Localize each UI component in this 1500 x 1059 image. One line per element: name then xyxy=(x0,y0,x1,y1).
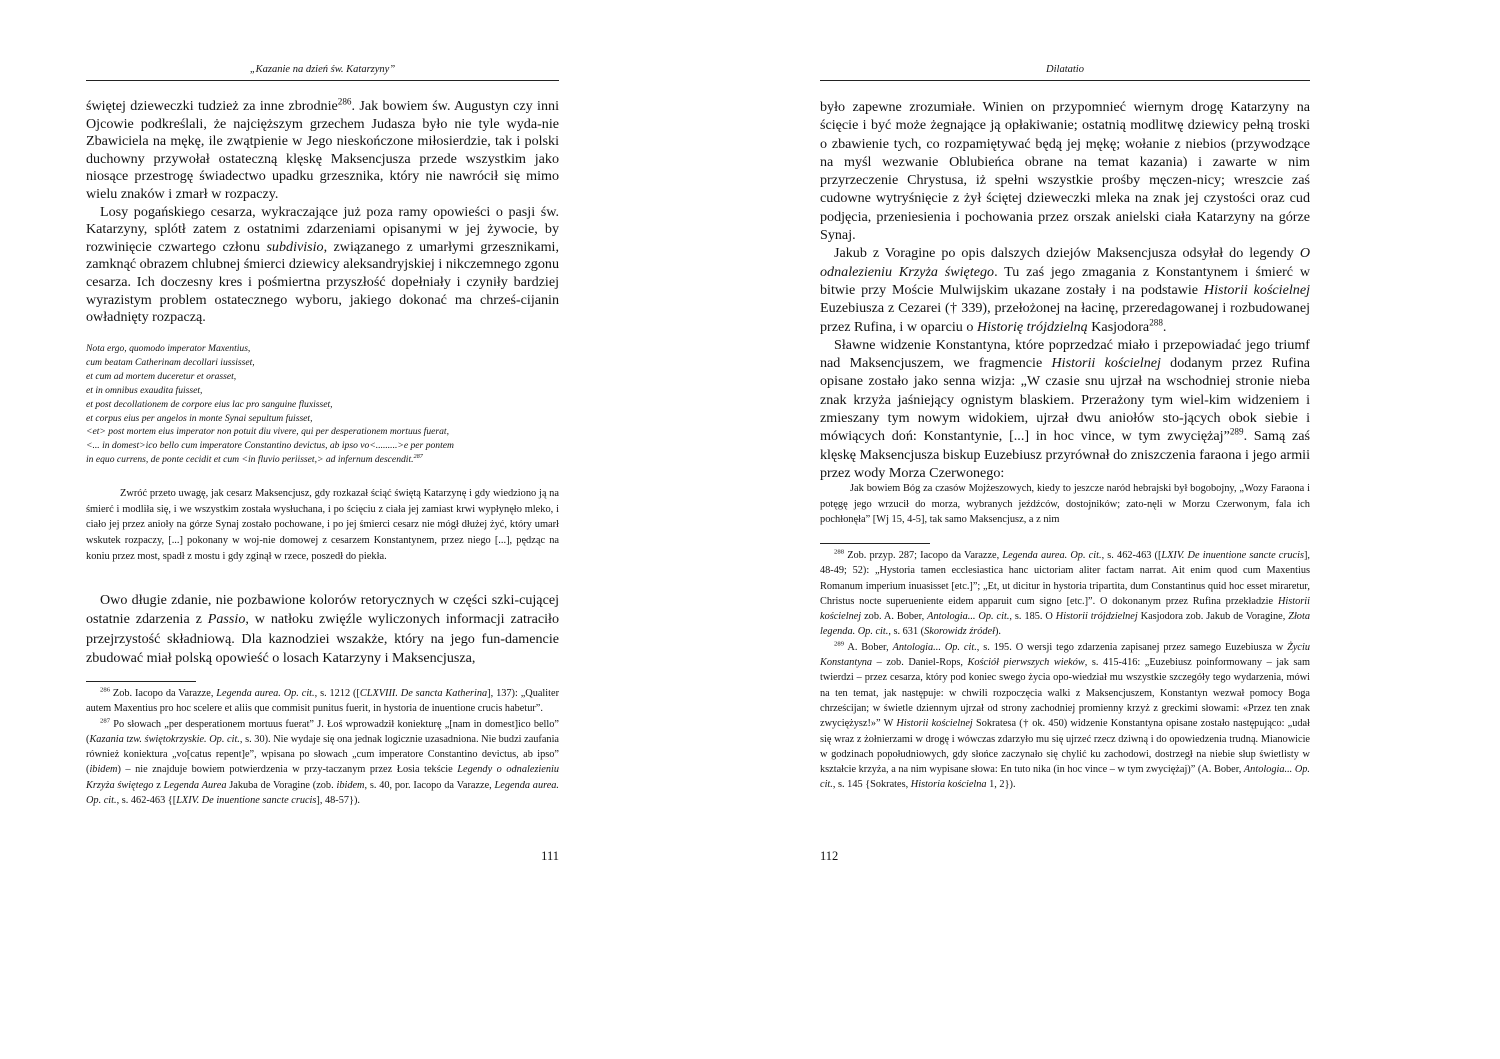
paragraph: Losy pogańskiego cesarza, wykraczające już poza ramy opowieści o pasji św. Katarzyny, splótł zatem z ostatnimi zdarzeniami opisanymi w jej żywocie, by rozwinięcie czwartego członu subdivisio, związanego z umarłymi grzesznikami, zamknąć obrazem chlubnej śmierci dziewicy aleksandryjskiej i nikczemnego zgonu cesarza. Ich doczesny kres i pośmiertna przyszłość dopełniały i czyniły bardziej wyrazistym problem ostatecznego wyboru, jakiego dokonać ma chrześ-cijanin owładnięty rozpaczą. xyxy=(86,203,559,326)
body-text xyxy=(820,98,1310,482)
body-text xyxy=(86,591,559,669)
running-head: Dilatatio xyxy=(1046,64,1084,75)
running-head: „Kazanie na dzień św. Katarzyny” xyxy=(249,64,396,75)
header-rule xyxy=(86,80,559,81)
block-quote: Jak bowiem Bóg za czasów Mojżeszowych, kiedy to jeszcze naród hebrajski był bogobojny, „Wozy Faraona i potęgę jego wrzucił do morza, wybranych jeźdźców, dostojników; zato-nęli w Morzu Czerwonym, fala ich pochłonęła” [Wj 15, 4-5], tak samo Maksencjusz, a z nim xyxy=(820,483,1310,526)
footnote-ref[interactable]: 286 xyxy=(337,96,352,107)
latin-line: et cum ad mortem duceretur et orasset, xyxy=(86,370,237,382)
latin-line: in equo currens, de ponte cecidit et cum <in fluvio periisset,> ad infernum descendit.$^{287}$ xyxy=(86,453,423,466)
footnote: $^{286}$ Zob. Iacopo da Varazze, Legenda aurea. Op. cit., s. 1212 ([CLXVIII. De sancta Katherina], 137): „Qualiter autem Maxentius pro hoc scelere et aliis que commisit punitus fuerit, in hystoria de inuentione crucis habetur”. xyxy=(86,686,559,715)
translation-paragraph: Zwróć przeto uwagę, jak cesarz Maksencjusz, gdy rozkazał ściąć świętą Katarzynę i gdy wiedziono ją na śmierć i modliła się, i we wszystkim została wysłuchana, i po ścięciu z ciała jej zamiast krwi wypłynęło mleko, i ciało jej przez anioły na górze Synaj zostało pochowane, i po jej śmierci cesarz nie mógł dłużej żyć, który umarł wskutek rozpaczy, [...] pokonany w woj-nie domowej z cesarzem Konstantynem, przez niego [...], pędząc na koniu przez most, spadł z mostu i gdy zginął w rzece, poszedł do piekła. xyxy=(86,488,559,562)
footnote-rule xyxy=(820,543,930,544)
footnotes xyxy=(820,548,1310,793)
paragraph: Sławne widzenie Konstantyna, które poprzedzać miało i przepowiadać jego triumf nad Maksencjuszem, we fragmencie Historii kościelnej dodanym przez Rufina opisane zostało jako senna wizja: „W czasie snu ujrzał na wschodniej stronie nieba znak krzyża jaśniejący ognistym blaskiem. Przerażony tym wiel-kim widzeniem i zmieszany tym nowym widokiem, ujrzał dwu aniołów sto-jących obok siebie i mówiących doń: Konstantynie, [...] in hoc vince, w tym zwyciężaj”$^{289}$. Samą zaś klęskę Maksencjusza biskup Euzebiusz przyrównał do zniszczenia faraona i jego armii przez wody Morza Czerwonego: xyxy=(820,336,1310,481)
latin-line: <... in domest>ico bello cum imperatore Constantino devictus, ab ipso vo<.........>e per pontem xyxy=(86,440,454,452)
footnote: $^{289}$ A. Bober, Antologia... Op. cit., s. 195. O wersji tego zdarzenia zapisanej przez samego Euzebiusza w Życiu Konstantyna – zob. Daniel-Rops, Kościół pierwszych wieków, s. 415-416: „Euzebiusz poinformowany – jak sam twierdzi – przez cesarza, który pod koniec swego życia opo-wiedział mu wszystkie szczegóły tego wydarzenia, mówi na ten temat, jak następuje: w chwili rozpoczęcia walki z Maksencjuszem, Konstantyn wezwał pomocy Boga chrześcijan; w świetle dziennym ujrzał od strony zachodniej promienny krzyż z greckimi słowami: «Przez ten znak zwyciężysz!»” W Historii kościelnej Sokratesa († ok. 450) widzenie Konstantyna opisane zostało następująco: „udał się wraz z żołnierzami w drogę i wówczas zdarzyło mu się ujrzeć rzecz dziwną i do opowiedzenia trudną. Mianowicie w godzinach popołudniowych, gdy słońce zaczynało się chylić ku zachodowi, dostrzegł na niebie słup świetlisty w kształcie krzyża, a na nim wypisane słowa: En tuto nika (in hoc vince – w tym zwyciężaj)” (A. Bober, Antologia... Op. cit., s. 145 {Sokrates, Historia kościelna 1, 2}). xyxy=(820,640,1311,791)
footnote-ref[interactable]: 289 xyxy=(1229,426,1244,437)
latin-line: Nota ergo, quomodo imperator Maxentius, xyxy=(86,343,251,354)
paragraph: było zapewne zrozumiałe. Winien on przypomnieć wiernym drogę Katarzyny na ścięcie i być może żegnające ją opłakiwanie; ostatnią modlitwę dziewicy pełną troski o zbawienie tych, co rozpamiętywać będą jej mękę; wołanie z niebios (przywodzące na myśl wezwanie Oblubieńca obrane na temat kazania) i zawarte w nim przyrzeczenie Chrystusa, iż spełni wszystkie prośby męczen-nicy; wreszcie zaś cudowne wytryśnięcie z żył ściętej dzieweczki mleka na znak jej czystości oraz cud podjęcia, przeniesienia i pochowania przez orszak anielski ciała Katarzyny na górze Synaj. xyxy=(820,99,1310,244)
latin-line: et post decollationem de corpore eius lac pro sanguine fluxisset, xyxy=(86,398,333,410)
paragraph: świętej dzieweczki tudzież za inne zbrodnie$^{286}$. Jak bowiem św. Augustyn czy inni Ojcowie podkreślali, że najcięższym grzechem Judasza było nie tyle wyda-nie Zbawiciela na mękę, ile zwątpienie w Jego nieskończone miłosierdzie, tak i polski duchowny przywołał ostateczną klęskę Maksencjusza przede wszystkim jako niosące przestrogę świadectwo upadku grzesznika, który nie nawrócił się mimo wielu znaków i zmarł w rozpaczy. xyxy=(86,96,559,202)
paragraph: Jakub z Voragine po opis dalszych dziejów Maksencjusza odsyłał do legendy O odnalezieniu Krzyża świętego. Tu zaś jego zmagania z Konstantynem i śmierć w bitwie przy Moście Mulwijskim ukazane zostały i na podstawie Historii kościelnej Euzebiusza z Cezarei († 339), przełożonej na łacinę, przeredagowanej i rozbudowanej przez Rufina, i w oparciu o Historię trójdzielną Kasjodora$^{288}$. xyxy=(820,245,1310,335)
footnotes xyxy=(86,686,559,808)
footnote: $^{288}$ Zob. przyp. 287; Iacopo da Varazze, Legenda aurea. Op. cit., s. 462-463 ([LXIV. De inuentione sancte crucis], 48-49; 52): „Hystoria tamen ecclesiastica hanc uictoriam aliter factam narrat. Ait enim quod cum Maxentius Romanum imperium inuasisset [etc.]”; „Et, ut dicitur in hystoria tripartita, dum Constantinus quid hoc esset miraretur, Christus nocte superueniente eidem apparuit cum signo [etc.]”. O dokonanym przez Rufina przekładzie Historii kościelnej zob. A. Bober, Antologia... Op. cit., s. 185. O Historii trójdzielnej Kasjodora zob. Jakub de Voragine, Złota legenda. Op. cit., s. 631 (Skorowidz źródeł). xyxy=(820,548,1310,638)
footnote-ref[interactable]: 288 xyxy=(1149,316,1163,327)
body-text xyxy=(86,98,559,327)
latin-line: et in omnibus exaudita fuisset, xyxy=(86,384,203,396)
latin-line: et corpus eius per angelos in monte Synai sepultum fuisset, xyxy=(86,412,313,424)
latin-quotation xyxy=(86,342,559,467)
page-number: 111 xyxy=(541,849,559,863)
latin-line: cum beatam Catherinam decollari iussisset, xyxy=(86,356,255,368)
paragraph: Owo długie zdanie, nie pozbawione kolorów retorycznych w części szki-cującej ostatnie zdarzenia z Passio, w natłoku zwięźle wyliczonych informacji zatraciło przejrzystość składniową. Dla kaznodziei wszakże, który na jego fun-damencie zbudować miał polską opowieść o losach Katarzyny i Maksencjusza, xyxy=(86,592,559,667)
footnote-ref[interactable]: 287 xyxy=(413,453,423,461)
footnote: $^{287}$ Po słowach „per desperationem mortuus fuerat” J. Łoś wprowadził koniekturę „[nam in domest]ico bello” (Kazania tzw. świętokrzyskie. Op. cit., s. 30). Nie wydaje się ona jednak logicznie uzasadniona. Nie budzi zaufania również koniektura „vo[catus repent]e”, wpisana po słowach „cum imperatore Constantino devictus, ab ipso” (ibidem) – nie znajduje bowiem potwierdzenia w przy-taczanym przez Łosia tekście Legendy o odnalezieniu Krzyża świętego z Legenda Aurea Jakuba de Voragine (zob. ibidem, s. 40, por. Iacopo da Varazze, Legenda aurea. Op. cit., s. 462-463 {[LXIV. De inuentione sancte crucis], 48-57}). xyxy=(86,717,560,807)
page-number: 112 xyxy=(820,849,839,863)
footnote-rule xyxy=(86,681,196,682)
header-rule xyxy=(820,80,1310,81)
latin-line: <et> post mortem eius imperator non potuit diu vivere, qui per desperationem mortuus fuerat, xyxy=(86,426,449,438)
